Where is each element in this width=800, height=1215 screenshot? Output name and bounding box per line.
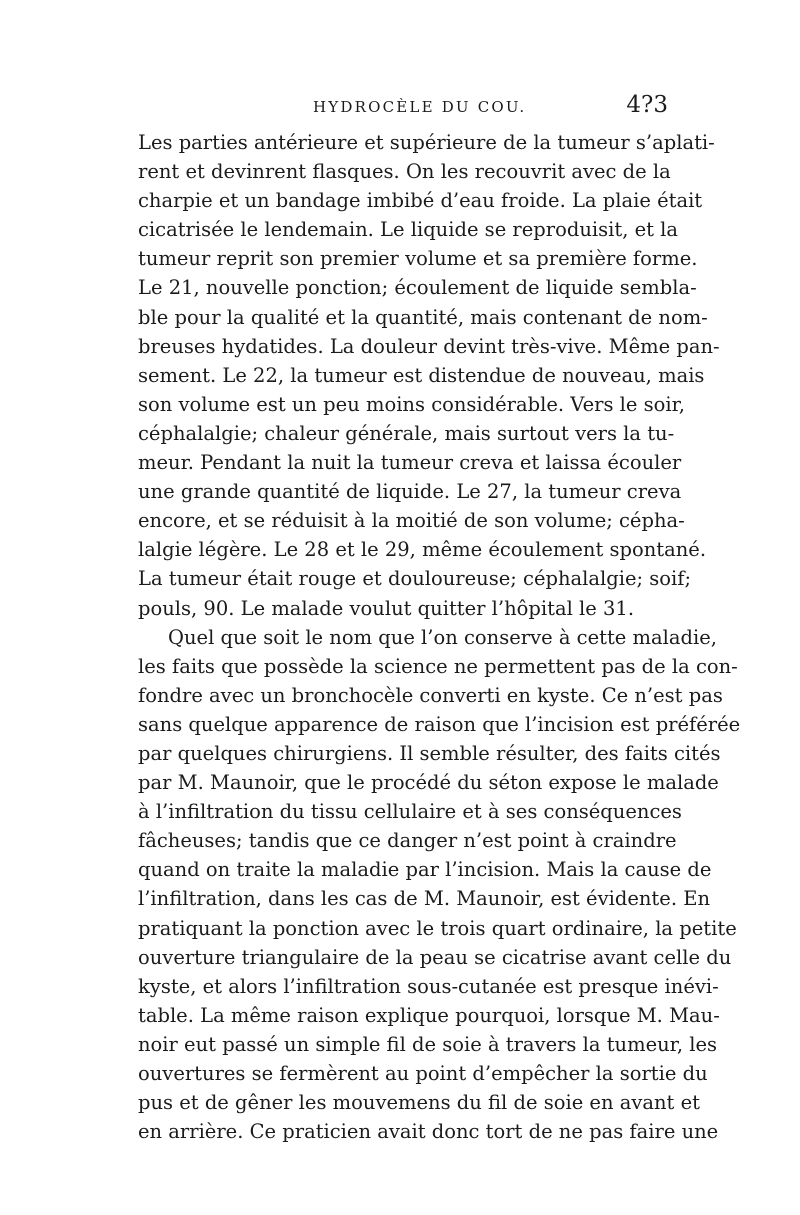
- text-line: kyste, et alors l’infiltration sous-cutanée est presque inévi-: [138, 974, 719, 998]
- text-line: par M. Maunoir, que le procédé du séton expose le malade: [138, 771, 719, 795]
- text-line: sement. Le 22, la tumeur est distendue de nouveau, mais: [138, 363, 705, 387]
- text-line: sans quelque apparence de raison que l’incision est préférée: [138, 712, 741, 736]
- text-line: l’infiltration, dans les cas de M. Maunoir, est évidente. En: [138, 887, 711, 911]
- text-line: pratiquant la ponction avec le trois quart ordinaire, la petite: [138, 916, 737, 940]
- running-head: [138, 92, 668, 128]
- text-line: fondre avec un bronchocèle converti en kyste. Ce n’est pas: [138, 683, 723, 707]
- text-line: ouvertures se fermèrent au point d’empêcher la sortie du: [138, 1062, 708, 1085]
- text-line: pus et de gêner les mouvemens du fil de soie en avant et: [138, 1091, 700, 1115]
- text-line: les faits que possède la science ne permettent pas de la con-: [138, 654, 738, 678]
- text-line: tumeur reprit son premier volume et sa première forme.: [138, 247, 698, 271]
- text-line: à l’infiltration du tissu cellulaire et à ses conséquences: [138, 800, 682, 824]
- text-line: rent et devinrent flasques. On les recouvrit avec de la: [138, 160, 671, 184]
- text-line: son volume est un peu moins considérable. Vers le soir,: [138, 392, 685, 416]
- text-line: meur. Pendant la nuit la tumeur creva et laissa écouler: [138, 451, 682, 475]
- text-line: fâcheuses; tandis que ce danger n’est point à craindre: [138, 829, 677, 853]
- text-line: Les parties antérieure et supérieure de la tumeur s’aplati-: [138, 131, 715, 154]
- text-line: par quelques chirurgiens. Il semble résulter, des faits cités: [138, 741, 721, 765]
- text-line: céphalalgie; chaleur générale, mais surtout vers la tu-: [138, 421, 675, 445]
- text-line: encore, et se réduisit à la moitié de son volume; cépha-: [138, 509, 685, 533]
- text-line: quand on traite la maladie par l’incision. Mais la cause de: [138, 858, 712, 882]
- text-line: une grande quantité de liquide. Le 27, la tumeur creva: [138, 480, 682, 504]
- text-line: La tumeur était rouge et douloureuse; céphalalgie; soif;: [138, 567, 692, 591]
- text-line: table. La même raison explique pourquoi, lorsque M. Mau-: [138, 1003, 720, 1027]
- text-line: ble pour la qualité et la quantité, mais contenant de nom-: [138, 305, 708, 329]
- text-line: charpie et un bandage imbibé d’eau froide. La plaie était: [138, 189, 703, 213]
- text-line: lalgie légère. Le 28 et le 29, même écoulement spontané.: [138, 538, 707, 562]
- text-line: en arrière. Ce praticien avait donc tort de ne pas faire une: [138, 1120, 719, 1144]
- text-line: Le 21, nouvelle ponction; écoulement de liquide sembla-: [138, 276, 697, 300]
- body-text: [138, 128, 741, 1146]
- running-title: HYDROCÈLE DU COU.: [313, 98, 527, 116]
- text-line: Quel que soit le nom que l’on conserve à cette maladie,: [168, 625, 717, 649]
- text-line: noir eut passé un simple fil de soie à travers la tumeur, les: [138, 1032, 718, 1056]
- text-line: pouls, 90. Le malade voulut quitter l’hôpital le 31.: [138, 596, 635, 620]
- text-line: cicatrisée le lendemain. Le liquide se reproduisit, et la: [138, 218, 679, 242]
- page-number: 4?3: [626, 92, 668, 118]
- text-line: breuses hydatides. La douleur devint très-vive. Même pan-: [138, 334, 720, 358]
- text-line: ouverture triangulaire de la peau se cicatrise avant celle du: [138, 945, 732, 969]
